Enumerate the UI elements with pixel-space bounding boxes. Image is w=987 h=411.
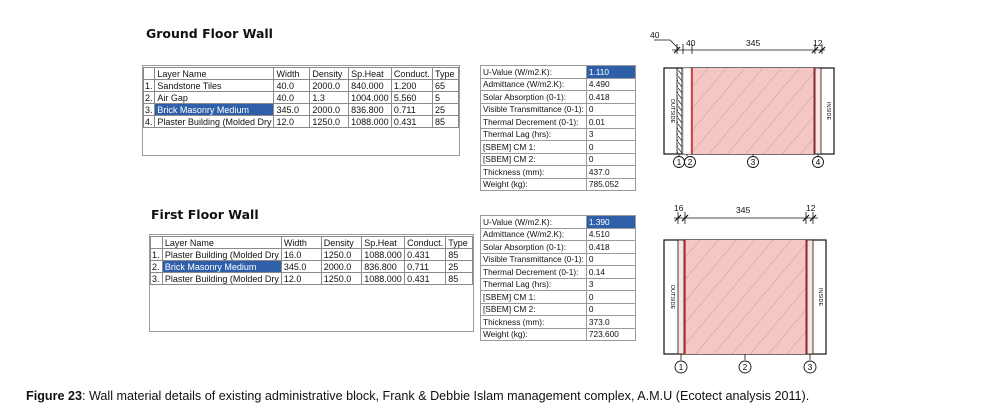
column-header[interactable]: Conduct.: [405, 237, 446, 249]
property-label: Weight (kg):: [481, 178, 587, 191]
property-row[interactable]: [481, 216, 636, 229]
property-value[interactable]: 0.01: [586, 116, 635, 129]
layer-name-cell-selected[interactable]: Brick Masonry Medium: [162, 261, 281, 273]
spheat-cell[interactable]: 836.800: [362, 261, 405, 273]
property-value[interactable]: 4.490: [586, 78, 635, 91]
figure-label: Figure 23: [26, 389, 82, 403]
width-cell[interactable]: 40.0: [274, 92, 310, 104]
svg-text:1: 1: [676, 158, 682, 167]
figure-caption: [26, 389, 809, 403]
first-layer-table-panel: [149, 234, 474, 332]
property-value-selected[interactable]: 1.390: [586, 216, 635, 229]
property-label: U-Value (W/m2.K):: [481, 216, 587, 229]
property-value[interactable]: 437.0: [586, 166, 635, 179]
spheat-cell[interactable]: 1088.000: [349, 116, 392, 128]
property-row[interactable]: [481, 303, 636, 316]
property-label: Solar Absorption (0-1):: [481, 241, 587, 254]
type-cell[interactable]: 25: [432, 104, 458, 116]
svg-text:4: 4: [815, 158, 821, 167]
property-label: Thermal Lag (hrs):: [481, 128, 587, 141]
first-properties-panel: [480, 215, 636, 351]
table-row[interactable]: [151, 273, 473, 285]
property-label: [SBEM] CM 2:: [481, 303, 587, 316]
spheat-cell[interactable]: 836.800: [349, 104, 392, 116]
row-number: 1.: [151, 249, 163, 261]
type-cell[interactable]: 65: [432, 80, 458, 92]
table-header-row: [144, 68, 459, 80]
property-label: U-Value (W/m2.K):: [481, 66, 587, 79]
spheat-cell[interactable]: 1088.000: [362, 249, 405, 261]
width-cell[interactable]: 345.0: [281, 261, 321, 273]
svg-text:1: 1: [678, 363, 684, 372]
layer-name-cell-selected[interactable]: Brick Masonry Medium: [155, 104, 274, 116]
svg-text:2: 2: [742, 363, 748, 372]
plaster-layer-inner: [807, 240, 813, 354]
property-value[interactable]: 3: [586, 278, 635, 291]
density-cell[interactable]: 2000.0: [321, 261, 361, 273]
width-cell[interactable]: 16.0: [281, 249, 321, 261]
type-cell[interactable]: 25: [446, 261, 473, 273]
spheat-cell[interactable]: 840.000: [349, 80, 392, 92]
svg-text:2: 2: [687, 158, 693, 167]
property-row[interactable]: [481, 78, 636, 91]
property-row[interactable]: [481, 153, 636, 166]
property-label: Solar Absorption (0-1):: [481, 91, 587, 104]
property-row[interactable]: [481, 166, 636, 179]
inside-label: INSIDE: [817, 287, 823, 307]
conduct-cell[interactable]: 0.431: [405, 249, 446, 261]
row-number: 2.: [151, 261, 163, 273]
outside-label: OUTSIDE: [669, 284, 675, 310]
property-row[interactable]: [481, 116, 636, 129]
dimension-label: 12: [813, 38, 823, 48]
property-row[interactable]: [481, 253, 636, 266]
row-number: 1.: [144, 80, 155, 92]
column-header[interactable]: Density: [310, 68, 349, 80]
svg-text:3: 3: [807, 363, 813, 372]
property-row[interactable]: [481, 316, 636, 329]
width-cell[interactable]: 345.0: [274, 104, 310, 116]
table-row-selected[interactable]: [144, 104, 459, 116]
table-row[interactable]: [144, 116, 459, 128]
column-header[interactable]: Conduct.: [391, 68, 432, 80]
property-value[interactable]: 4.510: [586, 228, 635, 241]
table-row-selected[interactable]: [151, 261, 473, 273]
table-header-row: [151, 237, 473, 249]
row-number: 3.: [144, 104, 155, 116]
property-label: Admittance (W/m2.K):: [481, 228, 587, 241]
first-layer-table: [150, 236, 473, 285]
row-number-header: [151, 237, 163, 249]
property-label: Admittance (W/m2.K):: [481, 78, 587, 91]
property-label: Thickness (mm):: [481, 166, 587, 179]
spheat-cell[interactable]: 1004.000: [349, 92, 392, 104]
ground-floor-heading: Ground Floor Wall: [146, 26, 273, 41]
layer-name-cell[interactable]: Plaster Building (Molded Dry: [162, 273, 281, 285]
property-value[interactable]: 785.052: [586, 178, 635, 191]
column-header[interactable]: Type: [432, 68, 458, 80]
layer-name-cell[interactable]: Plaster Building (Molded Dry: [155, 116, 274, 128]
dimension-label: 40: [650, 30, 660, 40]
row-number: 4.: [144, 116, 155, 128]
property-value[interactable]: 0: [586, 291, 635, 304]
first-floor-heading: First Floor Wall: [151, 207, 259, 222]
width-cell[interactable]: 40.0: [274, 80, 310, 92]
table-row[interactable]: [151, 249, 473, 261]
property-value[interactable]: 373.0: [586, 316, 635, 329]
first-wall-section-diagram: [660, 200, 835, 380]
ground-properties-panel: [480, 65, 636, 197]
density-cell[interactable]: 1250.0: [321, 249, 361, 261]
row-number: 3.: [151, 273, 163, 285]
column-header[interactable]: Sp.Heat: [362, 237, 405, 249]
plaster-layer: [815, 68, 821, 154]
conduct-cell[interactable]: 0.431: [405, 273, 446, 285]
property-value[interactable]: 0: [586, 141, 635, 154]
conduct-cell[interactable]: 0.431: [391, 116, 432, 128]
property-row[interactable]: [481, 266, 636, 279]
density-cell[interactable]: 1.3: [310, 92, 349, 104]
type-cell[interactable]: 85: [446, 249, 473, 261]
column-header[interactable]: Density: [321, 237, 361, 249]
property-row[interactable]: [481, 141, 636, 154]
property-label: Thickness (mm):: [481, 316, 587, 329]
property-label: [SBEM] CM 1:: [481, 291, 587, 304]
dimension-label: 345: [736, 205, 751, 215]
property-row[interactable]: [481, 291, 636, 304]
density-cell[interactable]: 2000.0: [310, 80, 349, 92]
property-value[interactable]: 723.600: [586, 328, 635, 341]
layer-name-cell[interactable]: Plaster Building (Molded Dry: [162, 249, 281, 261]
outside-label: OUTSIDE: [669, 98, 675, 124]
conduct-cell[interactable]: 0.711: [391, 104, 432, 116]
dimension-label: 16: [674, 203, 684, 213]
air-gap-layer: [683, 68, 691, 154]
property-label: [SBEM] CM 1:: [481, 141, 587, 154]
property-value[interactable]: 0: [586, 153, 635, 166]
property-value[interactable]: 0: [586, 103, 635, 116]
type-cell[interactable]: 85: [446, 273, 473, 285]
property-value-selected[interactable]: 1.110: [586, 66, 635, 79]
property-row[interactable]: [481, 66, 636, 79]
property-label: [SBEM] CM 2:: [481, 153, 587, 166]
layer-name-cell[interactable]: Sandstone Tiles: [155, 80, 274, 92]
row-number: 2.: [144, 92, 155, 104]
property-row[interactable]: [481, 241, 636, 254]
density-cell[interactable]: 1250.0: [321, 273, 361, 285]
column-header[interactable]: Layer Name: [155, 68, 274, 80]
property-value[interactable]: 0: [586, 253, 635, 266]
property-row[interactable]: [481, 128, 636, 141]
conduct-cell[interactable]: 5.560: [391, 92, 432, 104]
property-row[interactable]: [481, 103, 636, 116]
property-label: Thermal Decrement (0-1):: [481, 116, 587, 129]
column-header[interactable]: Sp.Heat: [349, 68, 392, 80]
figure-caption-text: : Wall material details of existing administrative block, Frank & Debbie Islam management complex, A.M.U (Ecotect analysis 2011).: [82, 389, 810, 403]
width-cell[interactable]: 12.0: [274, 116, 310, 128]
property-value[interactable]: 3: [586, 128, 635, 141]
property-row[interactable]: [481, 178, 636, 191]
property-label: Visible Transmittance (0-1):: [481, 253, 587, 266]
property-label: Thermal Decrement (0-1):: [481, 266, 587, 279]
layer-name-cell[interactable]: Air Gap: [155, 92, 274, 104]
property-label: Visible Transmittance (0-1):: [481, 103, 587, 116]
property-row[interactable]: [481, 228, 636, 241]
row-number-header: [144, 68, 155, 80]
density-cell[interactable]: 2000.0: [310, 104, 349, 116]
width-cell[interactable]: 12.0: [281, 273, 321, 285]
svg-text:3: 3: [750, 158, 756, 167]
column-header[interactable]: Layer Name: [162, 237, 281, 249]
spheat-cell[interactable]: 1088.000: [362, 273, 405, 285]
property-value[interactable]: 0.14: [586, 266, 635, 279]
column-header[interactable]: Type: [446, 237, 473, 249]
column-header[interactable]: Width: [281, 237, 321, 249]
property-row[interactable]: [481, 278, 636, 291]
table-row[interactable]: [144, 92, 459, 104]
property-value[interactable]: 0.418: [586, 241, 635, 254]
ground-layer-table: [143, 67, 459, 128]
sandstone-layer: [677, 68, 682, 154]
dimension-label: 40: [686, 38, 696, 48]
property-row[interactable]: [481, 328, 636, 341]
dimension-label: 12: [806, 203, 816, 213]
plaster-layer-outer: [678, 240, 684, 354]
type-cell[interactable]: 5: [432, 92, 458, 104]
ground-properties-table: [480, 65, 636, 191]
density-cell[interactable]: 1250.0: [310, 116, 349, 128]
ground-layer-table-panel: [142, 65, 460, 156]
table-row[interactable]: [144, 80, 459, 92]
property-value[interactable]: 0.418: [586, 91, 635, 104]
inside-label: INSIDE: [825, 101, 831, 121]
property-row[interactable]: [481, 91, 636, 104]
first-properties-table: [480, 215, 636, 341]
property-label: Thermal Lag (hrs):: [481, 278, 587, 291]
property-label: Weight (kg):: [481, 328, 587, 341]
type-cell[interactable]: 85: [432, 116, 458, 128]
conduct-cell[interactable]: 0.711: [405, 261, 446, 273]
property-value[interactable]: 0: [586, 303, 635, 316]
ground-wall-section-diagram: [650, 28, 840, 180]
conduct-cell[interactable]: 1.200: [391, 80, 432, 92]
dimension-label: 345: [746, 38, 761, 48]
column-header[interactable]: Width: [274, 68, 310, 80]
